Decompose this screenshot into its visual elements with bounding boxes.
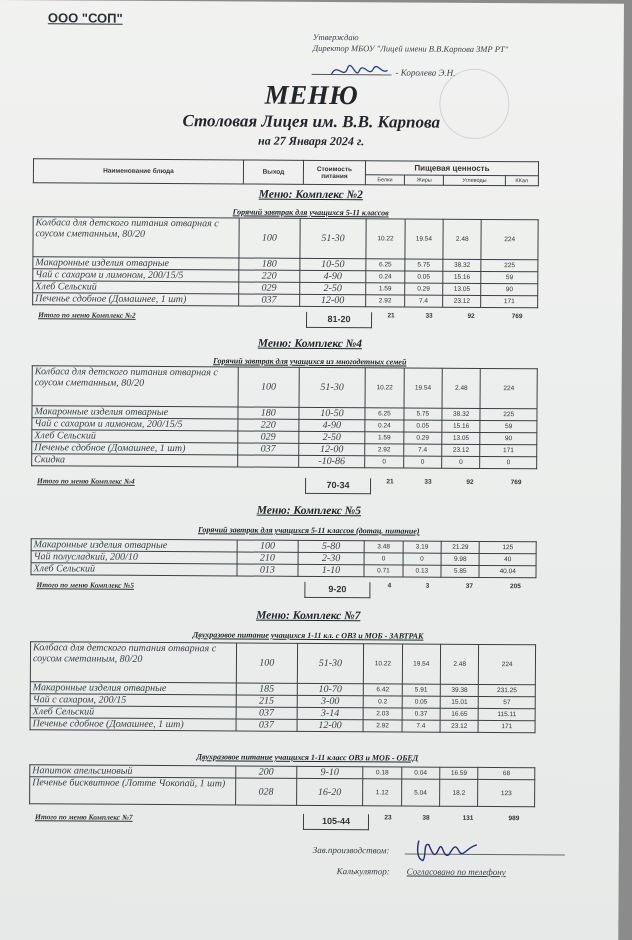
dish-kcal: 171 <box>481 295 538 307</box>
dish-fats: 5.75 <box>405 259 443 271</box>
menu-total-complex-4 <box>37 476 537 493</box>
dish-output: 037 <box>238 443 299 455</box>
dish-cost: 4-90 <box>299 270 366 282</box>
dish-proteins: 10.22 <box>364 644 403 684</box>
dish-fats: 0 <box>403 456 441 468</box>
section-subtitle: Двухразовое питание учащихся 1-11 кл. с ОВЗ и МОБ - ЗАВТРАК <box>192 630 424 641</box>
header-kcal: ККал <box>505 176 538 186</box>
menu-table-complex-7-breakfast <box>30 641 537 733</box>
dish-name: Печенье бисквитное (Лотте Чокопай, 1 шт) <box>30 777 236 805</box>
dish-carbs: 15.16 <box>442 420 480 432</box>
dish-kcal: 225 <box>481 259 538 271</box>
table-row <box>30 718 535 733</box>
dish-carbs: 13.05 <box>442 432 480 444</box>
dish-output <box>238 455 299 467</box>
total-label: Итого по меню Комплекс №5 <box>36 580 135 590</box>
dish-cost: 51-30 <box>300 218 367 258</box>
menu-table-complex-4 <box>31 365 538 469</box>
dish-output: 037 <box>236 719 297 731</box>
dish-carbs: 0 <box>442 456 480 468</box>
dish-cost: 12-00 <box>297 719 364 731</box>
dish-output: 037 <box>239 294 300 306</box>
dish-carbs: 2.48 <box>443 219 482 259</box>
dish-proteins: 6.42 <box>364 684 402 696</box>
dish-kcal: 90 <box>480 432 537 444</box>
dish-fats: 19.54 <box>405 219 444 259</box>
table-row <box>30 777 535 807</box>
dish-fats: 3.19 <box>403 541 441 553</box>
dish-cost: 4-90 <box>298 419 365 431</box>
dish-output: 200 <box>236 766 297 778</box>
dish-cost: 12-00 <box>299 294 366 306</box>
dish-output: 100 <box>239 218 300 258</box>
dish-proteins: 0 <box>364 553 402 565</box>
dish-carbs: 39.38 <box>440 684 478 696</box>
dish-carbs: 2.48 <box>442 368 481 408</box>
dish-cost: 2-50 <box>299 282 366 294</box>
dish-kcal: 224 <box>480 368 537 408</box>
dish-output: 100 <box>236 643 297 683</box>
dish-carbs: 23.12 <box>443 295 481 307</box>
dish-cost: 16-20 <box>296 778 363 805</box>
menu-table-complex-2 <box>32 216 539 308</box>
dish-fats: 7.4 <box>402 720 440 732</box>
total-carbs: 92 <box>467 312 475 320</box>
total-cost: 9-20 <box>304 582 370 598</box>
dish-fats: 0.05 <box>404 420 442 432</box>
total-proteins: 23 <box>384 814 392 822</box>
dish-carbs: 15.16 <box>443 271 481 283</box>
total-cost: 70-34 <box>305 478 371 494</box>
dish-name: Колбаса для детского питания отварная с соусом сметанным, 80/20 <box>30 642 236 683</box>
dish-name: Печенье сдобное (Домашнее, 1 шт) <box>33 293 239 306</box>
dish-kcal: 59 <box>480 420 537 432</box>
dish-output: 210 <box>237 552 298 564</box>
header-cost: Стоимость питания <box>303 160 365 184</box>
total-kcal: 769 <box>510 479 522 487</box>
section-title: Меню: Комплекс №7 <box>256 609 361 623</box>
section-subtitle-lunch: Двухразовое питание учащихся 1-11 класс ОВЗ и МОБ - ОБЕД <box>196 752 419 763</box>
dish-cost: 2-50 <box>298 431 365 443</box>
dish-name: Хлеб Сельский <box>31 563 237 576</box>
dish-output: 029 <box>238 431 299 443</box>
dish-kcal: 123 <box>478 779 535 806</box>
dish-kcal: 231.25 <box>479 684 536 696</box>
dish-cost: 51-30 <box>299 367 366 407</box>
dish-proteins: 0.24 <box>365 420 403 432</box>
total-carbs: 37 <box>465 582 474 590</box>
dish-carbs: 38.32 <box>442 408 480 420</box>
section-subtitle: Горячий завтрак для учащихся 5-11 классов <box>232 207 389 218</box>
dish-fats: 5.04 <box>401 779 440 806</box>
dish-fats: 0 <box>403 553 441 565</box>
page-title: МЕНЮ <box>264 79 359 111</box>
menu-table-complex-7-lunch <box>29 764 535 807</box>
dish-cost: 2-30 <box>298 552 365 564</box>
dish-fats: 19.54 <box>402 644 441 684</box>
menu-total-complex-2 <box>38 310 538 327</box>
approval-block <box>313 32 543 55</box>
dish-carbs: 9.98 <box>441 553 479 565</box>
table-row <box>32 454 537 469</box>
dish-name: Чай с сахаром и лимоном, 200/15/5 <box>32 418 238 431</box>
dish-name: Чай с сахаром и лимоном, 200/15/5 <box>33 269 239 282</box>
dish-name: Макаронные изделия отварные <box>31 539 237 552</box>
dish-proteins: 0.18 <box>363 767 401 779</box>
dish-name: Макаронные изделия отварные <box>30 682 236 695</box>
dish-proteins: 6.25 <box>366 259 404 271</box>
dish-proteins: 10.22 <box>366 219 405 259</box>
dish-name: Хлеб Сельский <box>30 706 236 719</box>
dish-output: 028 <box>236 778 297 805</box>
page-subtitle: Столовая Лицея им. В.В. Карпова <box>182 111 441 132</box>
producer-signature <box>413 835 483 867</box>
dish-proteins: 3.48 <box>364 541 402 553</box>
dish-name: Скидка <box>32 454 238 467</box>
table-row <box>33 293 538 308</box>
total-carbs: 92 <box>466 478 474 486</box>
dish-carbs: 16.65 <box>440 708 478 720</box>
dish-output: 220 <box>238 419 299 431</box>
dish-name: Хлеб Сельский <box>33 281 239 294</box>
dish-output: 180 <box>238 407 299 419</box>
dish-output: 180 <box>239 258 300 270</box>
dish-output: 013 <box>237 564 298 576</box>
table-row <box>32 366 537 409</box>
dish-proteins: 0.24 <box>366 271 404 283</box>
dish-cost: 10-50 <box>299 258 366 270</box>
dish-proteins: 2.92 <box>366 295 404 307</box>
dish-fats: 19.54 <box>404 368 443 408</box>
dish-cost: -10-86 <box>298 455 365 467</box>
dish-proteins: 1.59 <box>366 283 404 295</box>
dish-fats: 5.75 <box>404 408 442 420</box>
total-label: Итого по меню Комплекс №2 <box>38 310 136 320</box>
dish-cost: 51-30 <box>297 643 364 683</box>
dish-kcal: 225 <box>480 408 537 420</box>
total-fats: 33 <box>424 478 432 486</box>
dish-output: 100 <box>238 367 299 407</box>
dish-kcal: 224 <box>481 219 538 259</box>
dish-proteins: 2.92 <box>365 444 403 456</box>
dish-fats: 7.4 <box>403 444 441 456</box>
total-kcal: 769 <box>511 313 523 321</box>
dish-kcal: 40 <box>479 553 536 565</box>
dish-proteins: 10.22 <box>365 368 404 408</box>
header-nutrition: Пищевая ценность <box>365 161 538 176</box>
total-label: Итого по меню Комплекс №4 <box>37 476 135 486</box>
menu-total-complex-5 <box>36 580 536 597</box>
dish-output: 037 <box>236 707 297 719</box>
dish-output: 029 <box>239 282 300 294</box>
dish-fats: 0.37 <box>402 708 440 720</box>
approval-title: Утверждаю <box>312 31 359 43</box>
dish-cost: 10-50 <box>299 407 366 419</box>
header-proteins: Белки <box>365 175 404 185</box>
section-subtitle: Горячий завтрак для учащихся 5-11 классов (дотац. питание) <box>197 525 420 536</box>
section-title: Меню: Комплекс №2 <box>258 188 363 202</box>
dish-kcal: 57 <box>479 696 536 708</box>
organization-name: ООО "СОП" <box>47 10 123 26</box>
table-row <box>31 563 536 578</box>
dish-kcal: 115.11 <box>479 708 536 720</box>
header-output: Выход <box>243 160 303 184</box>
dish-cost: 5-80 <box>298 540 365 552</box>
dish-name: Печенье сдобное (Домашнее, 1 шт) <box>32 442 238 455</box>
dish-cost: 3-14 <box>297 707 364 719</box>
dish-fats: 0.04 <box>401 767 439 779</box>
dish-proteins: 0.71 <box>364 565 402 577</box>
total-kcal: 989 <box>508 815 520 823</box>
header-fats: Жиры <box>405 175 444 185</box>
dish-fats: 0.29 <box>403 432 441 444</box>
dish-cost: 10-70 <box>297 683 364 695</box>
dish-carbs: 23.12 <box>440 720 478 732</box>
menu-date: на 27 Января 2024 г. <box>258 133 365 149</box>
dish-name: Чай с сахаром, 200/15 <box>30 694 236 707</box>
dish-carbs: 38.32 <box>443 259 481 271</box>
dish-carbs: 16.59 <box>440 767 478 779</box>
menu-table-complex-5 <box>30 538 536 578</box>
dish-name: Хлеб Сельский <box>32 430 238 443</box>
dish-kcal: 171 <box>480 444 537 456</box>
total-cost: 105-44 <box>303 814 369 830</box>
dish-output: 185 <box>236 683 297 695</box>
dish-output: 215 <box>236 695 297 707</box>
dish-kcal: 68 <box>478 767 535 779</box>
approval-signer: - Королева Э.Н. <box>395 67 456 78</box>
section-title: Меню: Комплекс №5 <box>256 504 362 518</box>
dish-fats: 7.4 <box>404 295 442 307</box>
dish-carbs: 15.01 <box>440 696 478 708</box>
section-title: Меню: Комплекс №4 <box>257 337 363 351</box>
dish-carbs: 2.48 <box>440 644 479 684</box>
approval-position: Директор МБОУ "Лицей имени В.В.Карпова ЗМР РТ" <box>312 42 509 55</box>
dish-carbs: 21.29 <box>441 541 479 553</box>
dish-fats: 0.29 <box>404 283 442 295</box>
dish-kcal: 125 <box>480 541 537 553</box>
dish-proteins: 2.03 <box>363 708 401 720</box>
menu-header-table <box>33 158 539 186</box>
dish-name: Макаронные изделия отварные <box>32 406 238 419</box>
table-row <box>33 217 538 260</box>
menu-total-complex-7 <box>35 812 535 829</box>
dish-cost: 3-00 <box>297 695 364 707</box>
header-name: Наименование блюда <box>33 159 243 184</box>
dish-kcal: 0 <box>480 456 537 468</box>
dish-kcal: 171 <box>478 720 535 732</box>
director-signature <box>330 60 390 82</box>
dish-kcal: 59 <box>481 271 538 283</box>
dish-proteins: 1.12 <box>363 779 402 806</box>
dish-carbs: 13.05 <box>443 283 481 295</box>
total-proteins: 21 <box>387 312 395 320</box>
dish-fats: 0.13 <box>403 565 441 577</box>
total-proteins: 21 <box>386 478 394 486</box>
dish-name: Чай полусладкий, 200/10 <box>31 551 237 564</box>
total-kcal: 205 <box>509 583 521 591</box>
dish-name: Колбаса для детского питания отварная с соусом сметанным, 80/20 <box>32 366 238 407</box>
dish-name: Колбаса для детского питания отварная с соусом сметанным, 80/20 <box>33 217 239 258</box>
dish-proteins: 2.92 <box>363 720 401 732</box>
total-proteins: 4 <box>387 582 392 590</box>
dish-carbs: 18.2 <box>440 779 479 806</box>
dish-kcal: 224 <box>479 644 536 684</box>
dish-cost: 1-10 <box>298 564 365 576</box>
dish-proteins: 6.25 <box>365 408 403 420</box>
total-fats: 38 <box>422 814 430 822</box>
calculator-value: Согласовано по телефону <box>406 866 506 878</box>
dish-fats: 0.05 <box>404 271 442 283</box>
dish-carbs: 23.12 <box>442 444 480 456</box>
dish-name: Печенье сдобное (Домашнее, 1 шт) <box>30 718 236 731</box>
calculator-label: Калькулятор: <box>336 866 390 877</box>
dish-kcal: 40.04 <box>479 565 536 577</box>
dish-carbs: 5.85 <box>441 565 479 577</box>
dish-proteins: 0 <box>365 456 403 468</box>
dish-name: Напиток апельсиновый <box>30 765 236 778</box>
dish-fats: 5.91 <box>402 684 440 696</box>
dish-cost: 12-00 <box>298 443 365 455</box>
producer-label: Зав.производством: <box>312 844 390 856</box>
table-row <box>30 642 535 685</box>
dish-fats: 0.05 <box>402 696 440 708</box>
total-cost: 81-20 <box>306 312 372 328</box>
dish-name: Макаронные изделия отварные <box>33 257 239 270</box>
dish-kcal: 90 <box>481 283 538 295</box>
dish-proteins: 1.59 <box>365 432 403 444</box>
section-subtitle: Горячий завтрак для учащихся из многодетных семей <box>213 356 407 367</box>
total-fats: 3 <box>425 582 430 590</box>
total-carbs: 131 <box>462 814 474 822</box>
dish-cost: 9-10 <box>296 766 363 778</box>
header-carbs: Углеводы <box>444 175 505 185</box>
total-fats: 33 <box>425 312 433 320</box>
dish-output: 220 <box>239 270 300 282</box>
total-label: Итого по меню Комплекс №7 <box>34 812 133 822</box>
dish-proteins: 0.2 <box>363 696 401 708</box>
dish-output: 100 <box>237 540 298 552</box>
